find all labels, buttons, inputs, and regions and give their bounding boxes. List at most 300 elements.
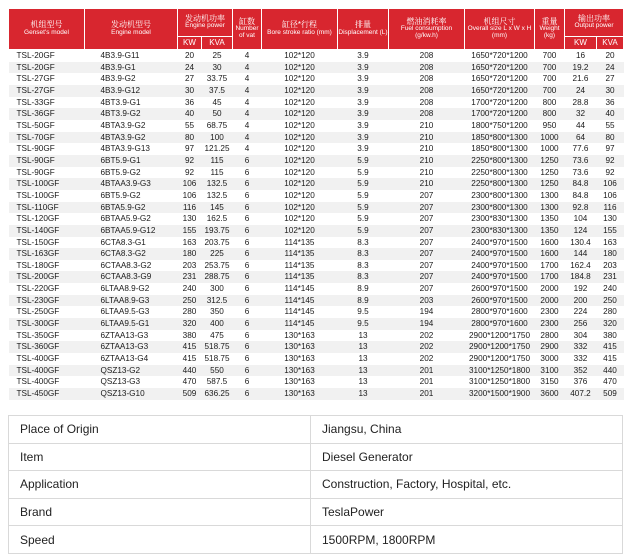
- cell-engine-kw: 163: [178, 237, 202, 249]
- cell-displacement: 8.3: [338, 271, 389, 283]
- cell-bore-stroke: 102*120: [262, 50, 338, 62]
- cell-engine-kva: 115: [202, 167, 233, 179]
- cell-engine-kva: 33.75: [202, 73, 233, 85]
- header-engine-model: 发动机型号 Engine model: [85, 9, 178, 50]
- cell-output-kva: 55: [597, 120, 624, 132]
- cell-engine-kva: 253.75: [202, 260, 233, 272]
- cell-engine-kw: 40: [178, 108, 202, 120]
- cell-cylinders: 6: [233, 202, 262, 214]
- cell-engine-model: 4BTA3.9-G13: [85, 143, 178, 155]
- cell-genset-model: TSL-300GF: [9, 318, 85, 330]
- header-engine-kw: KW: [178, 37, 202, 50]
- attribute-label: Speed: [9, 526, 311, 554]
- cell-genset-model: TSL-150GF: [9, 237, 85, 249]
- cell-genset-model: TSL-400GF: [9, 365, 85, 377]
- table-row: [9, 97, 624, 109]
- cell-cylinders: 6: [233, 237, 262, 249]
- cell-fuel-consumption: 210: [389, 167, 465, 179]
- cell-engine-model: QSZ13-G3: [85, 376, 178, 388]
- header-output-kw: KW: [565, 37, 597, 50]
- cell-genset-model: TSL-200GF: [9, 271, 85, 283]
- attribute-row: [9, 443, 623, 471]
- cell-fuel-consumption: 207: [389, 190, 465, 202]
- table-row: [9, 283, 624, 295]
- cell-overall-size: 1700*720*1200: [465, 108, 535, 120]
- cell-engine-kva: 37.5: [202, 85, 233, 97]
- cell-cylinders: 6: [233, 260, 262, 272]
- cell-displacement: 5.9: [338, 155, 389, 167]
- cell-displacement: 13: [338, 330, 389, 342]
- cell-overall-size: 2900*1200*1750: [465, 353, 535, 365]
- attribute-row: [9, 526, 623, 554]
- cell-engine-kw: 470: [178, 376, 202, 388]
- cell-engine-kw: 27: [178, 73, 202, 85]
- cell-overall-size: 2800*970*1600: [465, 306, 535, 318]
- cell-displacement: 3.9: [338, 50, 389, 62]
- cell-cylinders: 4: [233, 108, 262, 120]
- cell-weight: 800: [535, 97, 565, 109]
- cell-weight: 1300: [535, 202, 565, 214]
- cell-cylinders: 6: [233, 213, 262, 225]
- cell-output-kva: 106: [597, 190, 624, 202]
- cell-fuel-consumption: 208: [389, 73, 465, 85]
- attribute-label: Place of Origin: [9, 416, 311, 444]
- attribute-value: TeslaPower: [311, 498, 623, 526]
- cell-cylinders: 6: [233, 341, 262, 353]
- cell-weight: 3000: [535, 353, 565, 365]
- attribute-label: Application: [9, 471, 311, 499]
- header-displacement: 排量 Displacement (L): [338, 9, 389, 50]
- cell-output-kw: 64: [565, 132, 597, 144]
- cell-weight: 700: [535, 85, 565, 97]
- cell-weight: 2800: [535, 330, 565, 342]
- cell-fuel-consumption: 210: [389, 120, 465, 132]
- cell-engine-kw: 24: [178, 62, 202, 74]
- table-row: [9, 237, 624, 249]
- cell-output-kva: 106: [597, 178, 624, 190]
- cell-engine-kva: 25: [202, 50, 233, 62]
- cell-bore-stroke: 130*163: [262, 353, 338, 365]
- cell-weight: 3150: [535, 376, 565, 388]
- cell-engine-kva: 121.25: [202, 143, 233, 155]
- cell-weight: 2900: [535, 341, 565, 353]
- cell-weight: 1250: [535, 167, 565, 179]
- cell-output-kva: 415: [597, 341, 624, 353]
- cell-weight: 2000: [535, 295, 565, 307]
- product-attributes-table: [8, 415, 623, 554]
- table-row: [9, 306, 624, 318]
- cell-engine-model: 6ZTAA13-G4: [85, 353, 178, 365]
- header-weight: 重量 Weight (kg): [535, 9, 565, 50]
- cell-engine-kw: 80: [178, 132, 202, 144]
- cell-output-kva: 155: [597, 225, 624, 237]
- header-engine-power: 发动机功率 Engine power: [178, 9, 233, 37]
- header-fuel-consumption: 燃油消耗率 Fuel consumption (g/kw.h): [389, 9, 465, 50]
- cell-engine-model: 6BT5.9-G2: [85, 167, 178, 179]
- cell-bore-stroke: 114*135: [262, 260, 338, 272]
- cell-displacement: 8.9: [338, 295, 389, 307]
- cell-bore-stroke: 102*120: [262, 62, 338, 74]
- header-overall-size: 机组尺寸 Overall size L x W x H (mm): [465, 9, 535, 50]
- cell-genset-model: TSL-100GF: [9, 178, 85, 190]
- cell-engine-kw: 92: [178, 167, 202, 179]
- attribute-label: Brand: [9, 498, 311, 526]
- cell-bore-stroke: 102*120: [262, 167, 338, 179]
- cell-genset-model: TSL-350GF: [9, 330, 85, 342]
- cell-engine-kva: 68.75: [202, 120, 233, 132]
- cell-weight: 700: [535, 50, 565, 62]
- cell-engine-model: 6CTA8.3-G1: [85, 237, 178, 249]
- cell-genset-model: TSL-230GF: [9, 295, 85, 307]
- cell-engine-kva: 115: [202, 155, 233, 167]
- cell-output-kva: 20: [597, 50, 624, 62]
- table-row: [9, 376, 624, 388]
- cell-engine-kw: 36: [178, 97, 202, 109]
- spec-table-body: [9, 50, 624, 400]
- cell-bore-stroke: 114*135: [262, 237, 338, 249]
- table-row: [9, 353, 624, 365]
- cell-bore-stroke: 130*163: [262, 341, 338, 353]
- cell-engine-kva: 225: [202, 248, 233, 260]
- cell-bore-stroke: 114*135: [262, 271, 338, 283]
- cell-engine-model: 4BT3.9-G1: [85, 97, 178, 109]
- cell-output-kva: 320: [597, 318, 624, 330]
- table-row: [9, 202, 624, 214]
- cell-weight: 3100: [535, 365, 565, 377]
- cell-engine-kva: 475: [202, 330, 233, 342]
- cell-engine-kw: 320: [178, 318, 202, 330]
- cell-engine-model: 6LTAA8.9-G3: [85, 295, 178, 307]
- cell-bore-stroke: 114*135: [262, 248, 338, 260]
- cell-fuel-consumption: 202: [389, 353, 465, 365]
- table-row: [9, 143, 624, 155]
- table-row: [9, 85, 624, 97]
- attribute-row: [9, 471, 623, 499]
- cell-cylinders: 6: [233, 178, 262, 190]
- cell-engine-kva: 145: [202, 202, 233, 214]
- cell-bore-stroke: 114*145: [262, 318, 338, 330]
- cell-engine-model: 4BTA3.9-G2: [85, 132, 178, 144]
- spec-header-row: [9, 9, 624, 37]
- cell-engine-kw: 440: [178, 365, 202, 377]
- cell-displacement: 8.3: [338, 237, 389, 249]
- cell-engine-model: 4B3.9-G2: [85, 73, 178, 85]
- header-bore-stroke: 缸径*行程 Bore stroke ratio (mm): [262, 9, 338, 50]
- table-row: [9, 50, 624, 62]
- cell-overall-size: 2300*830*1300: [465, 225, 535, 237]
- cell-cylinders: 6: [233, 376, 262, 388]
- cell-engine-model: 6CTAA8.3-G9: [85, 271, 178, 283]
- cell-genset-model: TSL-90GF: [9, 155, 85, 167]
- cell-engine-model: 6CTAA8.3-G2: [85, 260, 178, 272]
- cell-overall-size: 1700*720*1200: [465, 97, 535, 109]
- header-output-kva: KVA: [597, 37, 624, 50]
- cell-overall-size: 2900*1200*1750: [465, 341, 535, 353]
- cell-displacement: 13: [338, 353, 389, 365]
- attribute-row: [9, 416, 623, 444]
- cell-cylinders: 6: [233, 283, 262, 295]
- cell-engine-kw: 203: [178, 260, 202, 272]
- cell-engine-kw: 92: [178, 155, 202, 167]
- cell-overall-size: 1850*800*1300: [465, 132, 535, 144]
- cell-displacement: 3.9: [338, 120, 389, 132]
- cell-overall-size: 2400*970*1500: [465, 248, 535, 260]
- cell-engine-kva: 350: [202, 306, 233, 318]
- cell-cylinders: 4: [233, 50, 262, 62]
- cell-bore-stroke: 102*120: [262, 97, 338, 109]
- cell-engine-kw: 415: [178, 341, 202, 353]
- cell-genset-model: TSL-180GF: [9, 260, 85, 272]
- cell-engine-kva: 587.5: [202, 376, 233, 388]
- cell-displacement: 5.9: [338, 225, 389, 237]
- cell-overall-size: 1650*720*1200: [465, 50, 535, 62]
- cell-output-kva: 415: [597, 353, 624, 365]
- cell-fuel-consumption: 207: [389, 202, 465, 214]
- cell-engine-kva: 300: [202, 283, 233, 295]
- header-output-power: 输出功率 Output power: [565, 9, 624, 37]
- cell-genset-model: TSL-90GF: [9, 167, 85, 179]
- cell-weight: 700: [535, 62, 565, 74]
- cell-output-kw: 19.2: [565, 62, 597, 74]
- cell-output-kw: 77.6: [565, 143, 597, 155]
- cell-fuel-consumption: 210: [389, 143, 465, 155]
- cell-cylinders: 6: [233, 167, 262, 179]
- cell-output-kva: 97: [597, 143, 624, 155]
- cell-bore-stroke: 102*120: [262, 73, 338, 85]
- cell-fuel-consumption: 194: [389, 306, 465, 318]
- cell-genset-model: TSL-250GF: [9, 306, 85, 318]
- cell-output-kw: 92.8: [565, 202, 597, 214]
- cell-output-kva: 40: [597, 108, 624, 120]
- table-row: [9, 190, 624, 202]
- cell-output-kw: 104: [565, 213, 597, 225]
- cell-fuel-consumption: 208: [389, 62, 465, 74]
- cell-output-kva: 250: [597, 295, 624, 307]
- cell-engine-kw: 415: [178, 353, 202, 365]
- cell-engine-kva: 132.5: [202, 190, 233, 202]
- cell-fuel-consumption: 208: [389, 85, 465, 97]
- cell-bore-stroke: 102*120: [262, 190, 338, 202]
- cell-bore-stroke: 130*163: [262, 376, 338, 388]
- cell-engine-kw: 20: [178, 50, 202, 62]
- cell-displacement: 3.9: [338, 108, 389, 120]
- cell-engine-model: 6BTAA5.9-G2: [85, 213, 178, 225]
- cell-displacement: 13: [338, 365, 389, 377]
- cell-genset-model: TSL-120GF: [9, 213, 85, 225]
- cell-output-kw: 144: [565, 248, 597, 260]
- cell-output-kw: 84.8: [565, 190, 597, 202]
- table-row: [9, 341, 624, 353]
- header-engine-kva: KVA: [202, 37, 233, 50]
- cell-cylinders: 4: [233, 73, 262, 85]
- table-row: [9, 330, 624, 342]
- cell-engine-model: 6LTAA9.5-G1: [85, 318, 178, 330]
- cell-output-kw: 124: [565, 225, 597, 237]
- table-row: [9, 167, 624, 179]
- cell-output-kw: 332: [565, 353, 597, 365]
- cell-engine-kw: 116: [178, 202, 202, 214]
- cell-overall-size: 2400*970*1500: [465, 237, 535, 249]
- table-row: [9, 248, 624, 260]
- cell-engine-kva: 312.5: [202, 295, 233, 307]
- cell-cylinders: 6: [233, 295, 262, 307]
- cell-weight: 1000: [535, 143, 565, 155]
- cell-genset-model: TSL-140GF: [9, 225, 85, 237]
- cell-output-kw: 200: [565, 295, 597, 307]
- cell-bore-stroke: 114*145: [262, 306, 338, 318]
- cell-cylinders: 4: [233, 62, 262, 74]
- cell-engine-kw: 280: [178, 306, 202, 318]
- genset-spec-table: [8, 8, 624, 400]
- cell-fuel-consumption: 210: [389, 178, 465, 190]
- cell-output-kw: 44: [565, 120, 597, 132]
- cell-engine-kva: 550: [202, 365, 233, 377]
- cell-overall-size: 2600*970*1500: [465, 283, 535, 295]
- cell-output-kva: 36: [597, 97, 624, 109]
- cell-fuel-consumption: 202: [389, 330, 465, 342]
- cell-bore-stroke: 102*120: [262, 202, 338, 214]
- cell-displacement: 3.9: [338, 143, 389, 155]
- cell-displacement: 3.9: [338, 85, 389, 97]
- cell-output-kva: 203: [597, 260, 624, 272]
- cell-displacement: 3.9: [338, 132, 389, 144]
- cell-weight: 1700: [535, 260, 565, 272]
- cell-weight: 1250: [535, 155, 565, 167]
- cell-displacement: 13: [338, 376, 389, 388]
- cell-engine-kw: 106: [178, 190, 202, 202]
- cell-output-kva: 380: [597, 330, 624, 342]
- table-row: [9, 62, 624, 74]
- cell-engine-kva: 518.75: [202, 341, 233, 353]
- cell-engine-model: 6ZTAA13-G3: [85, 341, 178, 353]
- cell-displacement: 13: [338, 388, 389, 400]
- cell-engine-kva: 636.25: [202, 388, 233, 400]
- cell-output-kw: 73.6: [565, 167, 597, 179]
- cell-displacement: 5.9: [338, 190, 389, 202]
- cell-engine-model: 4B3.9-G1: [85, 62, 178, 74]
- cell-output-kw: 84.8: [565, 178, 597, 190]
- cell-genset-model: TSL-20GF: [9, 50, 85, 62]
- cell-overall-size: 2250*800*1300: [465, 178, 535, 190]
- cell-genset-model: TSL-400GF: [9, 376, 85, 388]
- cell-cylinders: 4: [233, 85, 262, 97]
- cell-output-kw: 352: [565, 365, 597, 377]
- cell-engine-kw: 231: [178, 271, 202, 283]
- table-row: [9, 213, 624, 225]
- cell-genset-model: TSL-360GF: [9, 341, 85, 353]
- cell-engine-kva: 288.75: [202, 271, 233, 283]
- cell-fuel-consumption: 201: [389, 376, 465, 388]
- cell-engine-kw: 97: [178, 143, 202, 155]
- cell-bore-stroke: 102*120: [262, 132, 338, 144]
- cell-genset-model: TSL-20GF: [9, 62, 85, 74]
- cell-engine-kw: 250: [178, 295, 202, 307]
- cell-cylinders: 6: [233, 225, 262, 237]
- cell-cylinders: 6: [233, 155, 262, 167]
- cell-overall-size: 3200*1500*1900: [465, 388, 535, 400]
- cell-fuel-consumption: 207: [389, 237, 465, 249]
- cell-fuel-consumption: 203: [389, 295, 465, 307]
- cell-engine-kva: 100: [202, 132, 233, 144]
- cell-engine-kw: 180: [178, 248, 202, 260]
- cell-fuel-consumption: 207: [389, 260, 465, 272]
- cell-bore-stroke: 130*163: [262, 388, 338, 400]
- cell-output-kva: 30: [597, 85, 624, 97]
- cell-overall-size: 2250*800*1300: [465, 155, 535, 167]
- cell-overall-size: 1800*750*1200: [465, 120, 535, 132]
- cell-engine-model: 6CTA8.3-G2: [85, 248, 178, 260]
- cell-cylinders: 6: [233, 330, 262, 342]
- cell-genset-model: TSL-27GF: [9, 85, 85, 97]
- cell-weight: 1600: [535, 237, 565, 249]
- cell-engine-kw: 55: [178, 120, 202, 132]
- cell-cylinders: 4: [233, 97, 262, 109]
- cell-weight: 1250: [535, 178, 565, 190]
- cell-engine-kw: 30: [178, 85, 202, 97]
- cell-overall-size: 3100*1250*1800: [465, 365, 535, 377]
- cell-weight: 800: [535, 108, 565, 120]
- cell-displacement: 3.9: [338, 73, 389, 85]
- cell-weight: 950: [535, 120, 565, 132]
- attribute-value: 1500RPM, 1800RPM: [311, 526, 623, 554]
- cell-output-kw: 32: [565, 108, 597, 120]
- cell-output-kva: 440: [597, 365, 624, 377]
- cell-weight: 1350: [535, 213, 565, 225]
- table-row: [9, 318, 624, 330]
- cell-engine-model: 4B3.9-G12: [85, 85, 178, 97]
- cell-bore-stroke: 102*120: [262, 213, 338, 225]
- cell-genset-model: TSL-220GF: [9, 283, 85, 295]
- cell-output-kw: 224: [565, 306, 597, 318]
- cell-bore-stroke: 102*120: [262, 85, 338, 97]
- cell-bore-stroke: 102*120: [262, 155, 338, 167]
- cell-overall-size: 1650*720*1200: [465, 85, 535, 97]
- cell-displacement: 9.5: [338, 306, 389, 318]
- cell-cylinders: 6: [233, 248, 262, 260]
- cell-weight: 2000: [535, 283, 565, 295]
- cell-genset-model: TSL-100GF: [9, 190, 85, 202]
- cell-fuel-consumption: 201: [389, 365, 465, 377]
- cell-cylinders: 6: [233, 353, 262, 365]
- cell-cylinders: 4: [233, 143, 262, 155]
- cell-engine-kw: 380: [178, 330, 202, 342]
- cell-engine-kw: 240: [178, 283, 202, 295]
- table-row: [9, 388, 624, 400]
- cell-bore-stroke: 102*120: [262, 143, 338, 155]
- cell-engine-kw: 106: [178, 178, 202, 190]
- cell-engine-model: 6LTAA9.5-G3: [85, 306, 178, 318]
- cell-output-kva: 509: [597, 388, 624, 400]
- cell-output-kw: 16: [565, 50, 597, 62]
- cell-overall-size: 2250*800*1300: [465, 167, 535, 179]
- cell-genset-model: TSL-27GF: [9, 73, 85, 85]
- cell-output-kw: 256: [565, 318, 597, 330]
- cell-output-kva: 130: [597, 213, 624, 225]
- cell-engine-model: QSZ13-G2: [85, 365, 178, 377]
- cell-output-kva: 92: [597, 167, 624, 179]
- cell-cylinders: 6: [233, 190, 262, 202]
- cell-fuel-consumption: 201: [389, 388, 465, 400]
- cell-output-kva: 231: [597, 271, 624, 283]
- cell-output-kw: 21.6: [565, 73, 597, 85]
- cell-genset-model: TSL-450GF: [9, 388, 85, 400]
- cell-output-kw: 28.8: [565, 97, 597, 109]
- cell-cylinders: 6: [233, 271, 262, 283]
- cell-fuel-consumption: 210: [389, 155, 465, 167]
- table-row: [9, 120, 624, 132]
- cell-overall-size: 2900*1200*1750: [465, 330, 535, 342]
- cell-bore-stroke: 102*120: [262, 225, 338, 237]
